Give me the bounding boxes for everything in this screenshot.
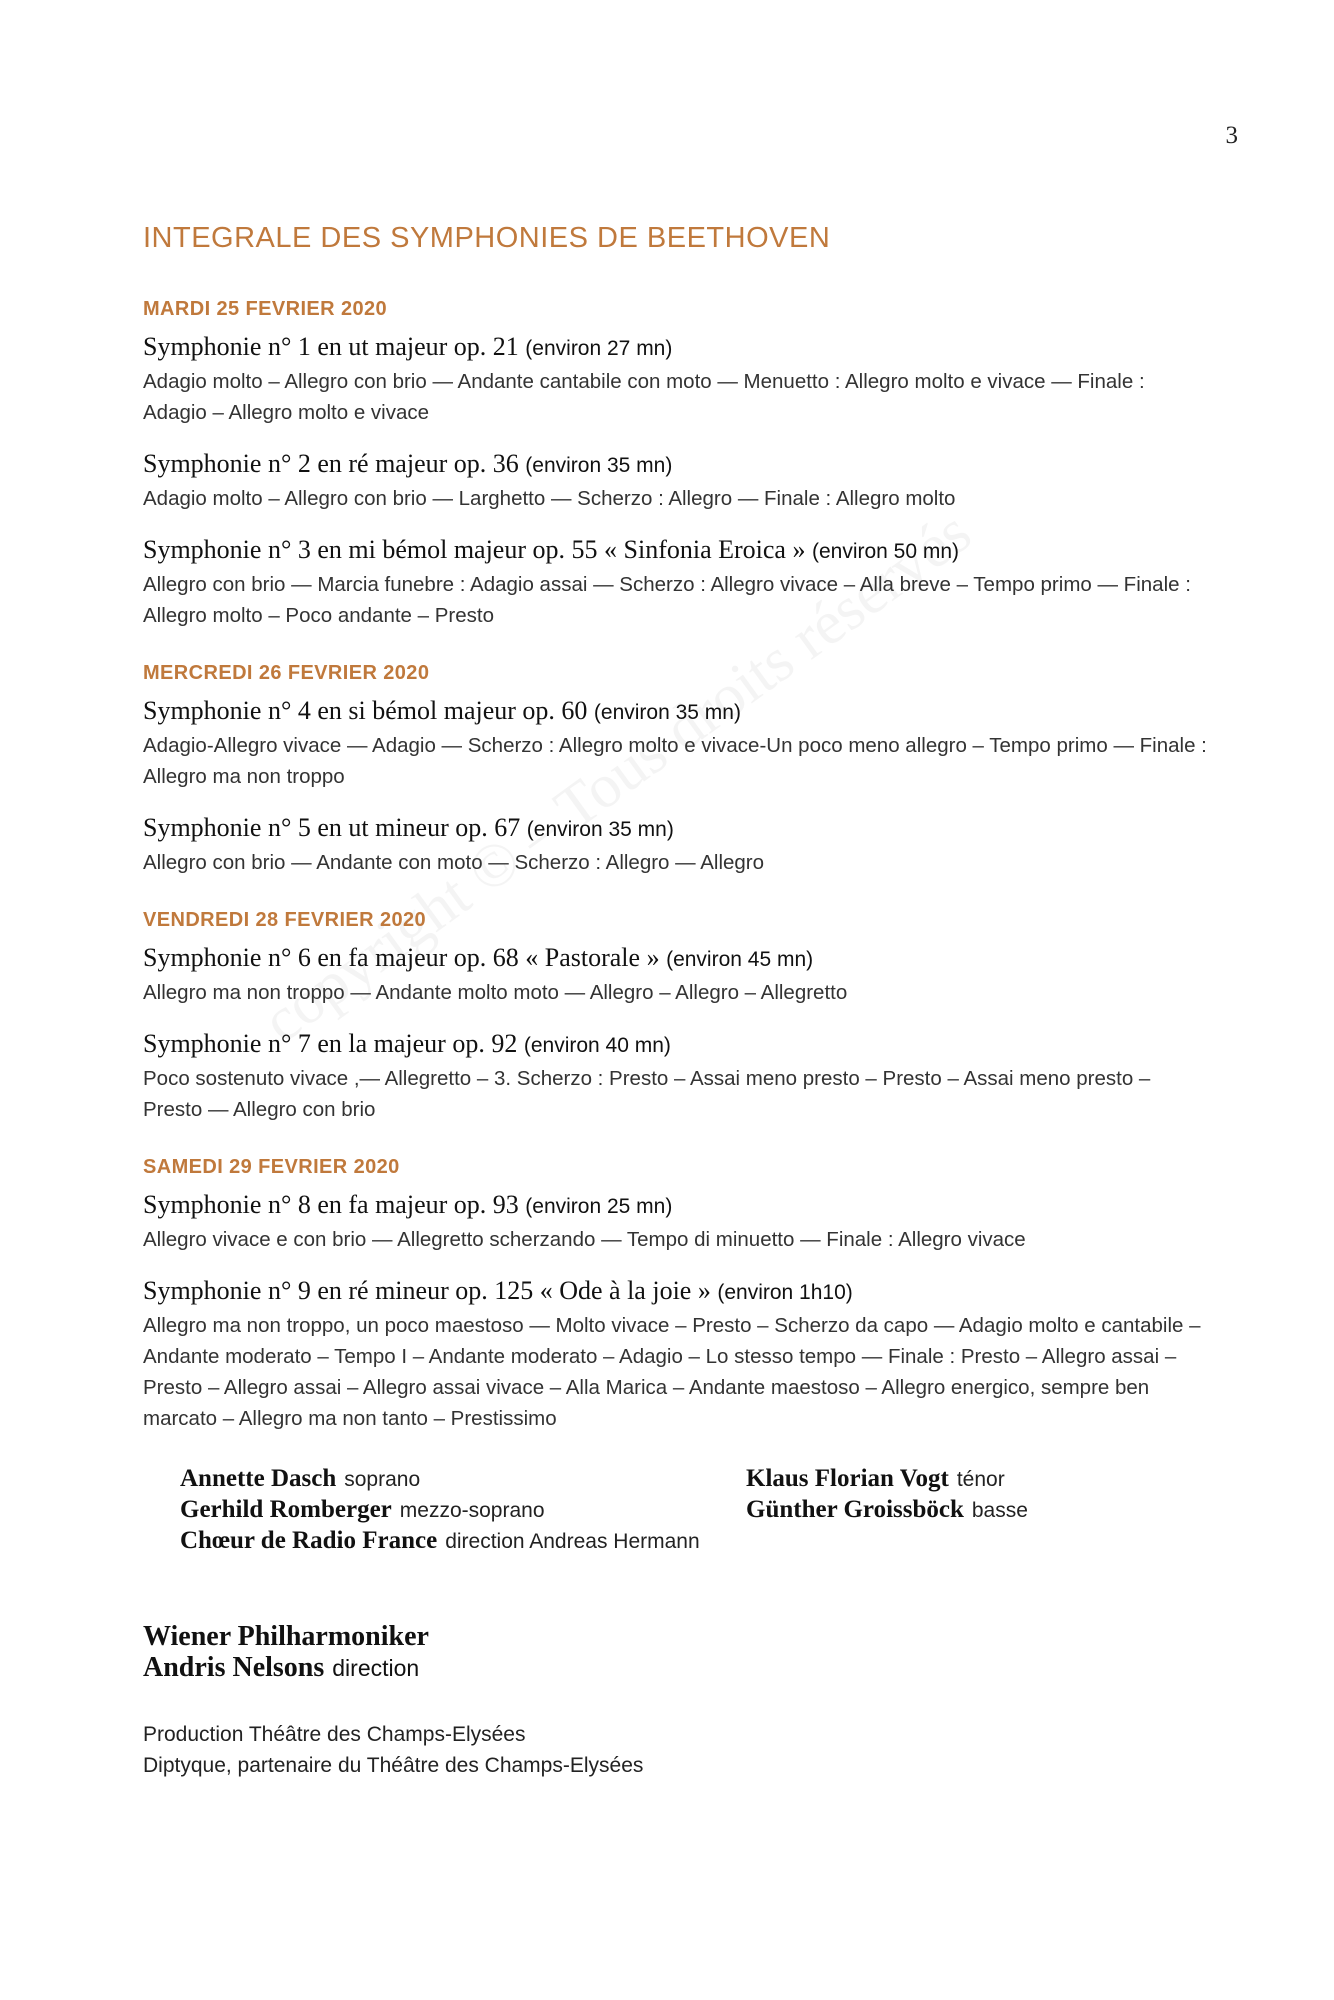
symphony-title: Symphonie n° 9 en ré mineur op. 125 « Ode à la joie » bbox=[143, 1276, 711, 1305]
symphony-movements: Adagio molto – Allegro con brio — Andante cantabile con moto — Menuetto : Allegro molto e vivace — Finale : Adagio – Allegro molto e vivace bbox=[143, 370, 1145, 424]
day-date: MERCREDI 26 FEVRIER 2020 bbox=[143, 662, 430, 684]
symphony-heading bbox=[143, 1189, 1213, 1222]
concert-day bbox=[143, 909, 1213, 1125]
symphony-title: Symphonie n° 6 en fa majeur op. 68 « Pastorale » bbox=[143, 943, 660, 972]
symphony-duration: (environ 50 mn) bbox=[811, 540, 960, 563]
soloist-mezzo bbox=[180, 1496, 545, 1524]
symphony-heading bbox=[143, 812, 1213, 845]
concert-days bbox=[143, 298, 1213, 1434]
soloists bbox=[180, 1465, 1213, 1565]
page-number: 3 bbox=[1225, 122, 1238, 149]
symphony-title: Symphonie n° 2 en ré majeur op. 36 bbox=[143, 449, 519, 478]
symphony-entry bbox=[143, 331, 1213, 428]
symphony-duration: (environ 35 mn) bbox=[526, 818, 674, 841]
concert-day bbox=[143, 298, 1213, 631]
symphony-entry bbox=[143, 695, 1213, 792]
symphony-movements: Allegro ma non troppo — Andante molto moto — Allegro – Allegro – Allegretto bbox=[143, 981, 848, 1004]
symphony-heading bbox=[143, 695, 1213, 728]
symphony-duration: (environ 40 mn) bbox=[523, 1034, 671, 1057]
credit-line: Diptyque, partenaire du Théâtre des Champs-Elysées bbox=[143, 1754, 644, 1777]
symphony-movements: Adagio molto – Allegro con brio — Larghetto — Scherzo : Allegro — Finale : Allegro molto bbox=[143, 487, 956, 510]
symphony-heading bbox=[143, 448, 1213, 481]
symphony-entry bbox=[143, 812, 1213, 878]
symphony-heading bbox=[143, 331, 1213, 364]
soloist-name: Klaus Florian Vogt bbox=[746, 1465, 949, 1492]
symphony-title: Symphonie n° 5 en ut mineur op. 67 bbox=[143, 813, 521, 842]
symphony-movements: Adagio-Allegro vivace — Adagio — Scherzo : Allegro molto e vivace-Un poco meno allegro – Tempo primo — Finale : Allegro ma non troppo bbox=[143, 734, 1207, 788]
symphony-entry bbox=[143, 448, 1213, 514]
symphony-movements: Allegro ma non troppo, un poco maestoso — Molto vivace – Presto – Scherzo da capo — Adagio molto e cantabile – Andante moderato – Tempo I – Andante moderato – Adagio – Lo stesso tempo — Finale : Presto – Allegro assai – Presto – Allegro assai – Allegro assai vivace – Alla Marica – Andante maestoso – Allegro energico, sempre ben marcato – Allegro ma non tanto – Prestissimo bbox=[143, 1314, 1201, 1430]
symphony-duration: (environ 35 mn) bbox=[525, 454, 673, 477]
conductor bbox=[143, 1652, 1213, 1684]
symphony-movements: Allegro vivace e con brio — Allegretto scherzando — Tempo di minuetto — Finale : Allegro vivace bbox=[143, 1228, 1026, 1251]
soloist-role: soprano bbox=[344, 1468, 421, 1491]
orchestra-name: Wiener Philharmoniker bbox=[143, 1621, 429, 1652]
soloist-tenor bbox=[746, 1465, 1005, 1493]
soloist-name: Gerhild Romberger bbox=[180, 1496, 392, 1523]
concert-day bbox=[143, 1156, 1213, 1434]
soloist-role: mezzo-soprano bbox=[399, 1499, 545, 1522]
soloist-role: basse bbox=[971, 1499, 1028, 1522]
program-title: INTEGRALE DES SYMPHONIES DE BEETHOVEN bbox=[143, 222, 831, 254]
day-date: MARDI 25 FEVRIER 2020 bbox=[143, 298, 388, 320]
symphony-entry bbox=[143, 534, 1213, 631]
soloist-role: ténor bbox=[956, 1468, 1005, 1491]
choir bbox=[180, 1527, 700, 1555]
symphony-duration: (environ 45 mn) bbox=[666, 948, 814, 971]
soloist-name: Annette Dasch bbox=[180, 1465, 337, 1492]
soloist-name: Günther Groissböck bbox=[746, 1496, 964, 1523]
symphony-entry bbox=[143, 942, 1213, 1008]
symphony-title: Symphonie n° 3 en mi bémol majeur op. 55 « Sinfonia Eroica » bbox=[143, 535, 806, 564]
program-content bbox=[143, 222, 1213, 1781]
credit-line: Production Théâtre des Champs-Elysées bbox=[143, 1723, 526, 1746]
symphony-heading bbox=[143, 1275, 1213, 1308]
symphony-heading bbox=[143, 942, 1213, 975]
symphony-title: Symphonie n° 4 en si bémol majeur op. 60 bbox=[143, 696, 588, 725]
symphony-movements: Poco sostenuto vivace ,— Allegretto – 3. Scherzo : Presto – Assai meno presto – Presto – Assai meno presto – Presto — Allegro con brio bbox=[143, 1067, 1151, 1121]
symphony-entry bbox=[143, 1028, 1213, 1125]
symphony-movements: Allegro con brio — Marcia funebre : Adagio assai — Scherzo : Allegro vivace – Alla breve – Tempo primo — Finale : Allegro molto – Poco andante – Presto bbox=[143, 573, 1191, 627]
soloist-name: Chœur de Radio France bbox=[180, 1527, 438, 1554]
conductor-name: Andris Nelsons bbox=[143, 1652, 325, 1683]
soloist-bass bbox=[746, 1496, 1028, 1524]
credits bbox=[143, 1719, 1213, 1781]
day-date: SAMEDI 29 FEVRIER 2020 bbox=[143, 1156, 400, 1178]
symphony-title: Symphonie n° 7 en la majeur op. 92 bbox=[143, 1029, 518, 1058]
orchestra-block bbox=[143, 1621, 1213, 1684]
symphony-entry bbox=[143, 1275, 1213, 1434]
symphony-heading bbox=[143, 1028, 1213, 1061]
symphony-duration: (environ 25 mn) bbox=[525, 1195, 673, 1218]
symphony-heading bbox=[143, 534, 1213, 567]
symphony-entry bbox=[143, 1189, 1213, 1255]
conductor-role: direction bbox=[332, 1655, 420, 1681]
symphony-duration: (environ 35 mn) bbox=[593, 701, 741, 724]
symphony-title: Symphonie n° 1 en ut majeur op. 21 bbox=[143, 332, 519, 361]
symphony-duration: (environ 27 mn) bbox=[525, 337, 673, 360]
symphony-title: Symphonie n° 8 en fa majeur op. 93 bbox=[143, 1190, 519, 1219]
day-date: VENDREDI 28 FEVRIER 2020 bbox=[143, 909, 427, 931]
soloist-soprano bbox=[180, 1465, 420, 1493]
symphony-movements: Allegro con brio — Andante con moto — Scherzo : Allegro — Allegro bbox=[143, 851, 765, 874]
soloist-role: direction Andreas Hermann bbox=[445, 1530, 700, 1553]
concert-day bbox=[143, 662, 1213, 878]
symphony-duration: (environ 1h10) bbox=[717, 1281, 853, 1304]
